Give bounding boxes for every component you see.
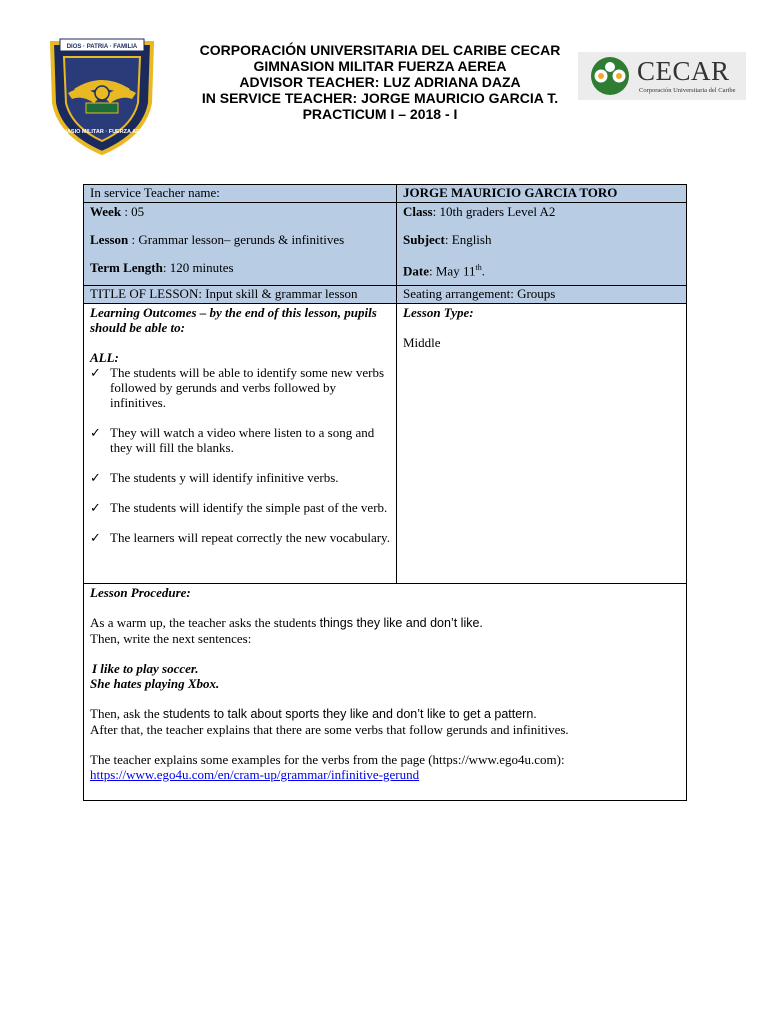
lesson-procedure-cell xyxy=(84,584,687,801)
check-icon: ✓ xyxy=(90,500,101,515)
procedure-pattern: Then, ask the students to talk about sports they like and don’t like to get a pattern. xyxy=(90,706,537,721)
list-item: ✓ The learners will repeat correctly the new vocabulary. xyxy=(90,530,390,545)
date-label: Date xyxy=(403,263,429,279)
procedure-heading: Lesson Procedure: xyxy=(90,585,191,600)
outcomes-heading: Learning Outcomes – by the end of this lesson, pupils should be able to: xyxy=(90,305,377,335)
procedure-row xyxy=(84,584,687,801)
header-institution: CORPORACIÓN UNIVERSITARIA DEL CARIBE CECAR xyxy=(199,42,561,58)
lesson-title: TITLE OF LESSON: Input skill & grammar lesson xyxy=(84,286,397,304)
procedure-warmup: As a warm up, the teacher asks the students things they like and don’t like. xyxy=(90,615,483,630)
cecar-tagline: Corporación Universitaria del Caribe xyxy=(639,87,736,94)
example-sentence-2: She hates playing Xbox. xyxy=(90,676,220,691)
subject-label: Subject xyxy=(403,232,445,247)
class-value: : 10th graders Level A2 xyxy=(432,204,556,219)
document-header xyxy=(180,42,580,122)
learning-outcomes-cell xyxy=(84,304,397,584)
header-school: GIMNASION MILITAR FUERZA AEREA xyxy=(253,58,507,74)
teacher-name-value: JORGE MAURICIO GARCIA TORO xyxy=(397,185,687,203)
procedure-explain: After that, the teacher explains that there are some verbs that follow gerunds and infinitives. xyxy=(90,722,569,737)
shield-banner-text: DIOS · PATRIA · FAMILIA xyxy=(66,44,138,50)
list-item: ✓ They will watch a video where listen to a song and they will fill the blanks. xyxy=(90,425,375,455)
date-end: . xyxy=(481,263,485,279)
school-shield-logo xyxy=(44,33,160,155)
lesson-type-label: Lesson Type: xyxy=(403,305,474,320)
list-item: ✓ The students y will identify infinitive verbs. xyxy=(90,470,339,485)
term-label: Term Length xyxy=(90,260,163,275)
cecar-emblem-icon xyxy=(588,55,632,97)
lesson-info-row xyxy=(84,203,687,286)
cecar-logo xyxy=(578,52,746,100)
check-icon: ✓ xyxy=(90,530,101,545)
title-row xyxy=(84,286,687,304)
date-value: : May 11 xyxy=(429,263,476,279)
subject-value: : English xyxy=(444,232,492,247)
date-suffix: th xyxy=(475,263,482,272)
list-item: ✓ The students will be able to identify some new verbs followed by gerunds and verbs followed by infinitives. xyxy=(90,365,385,410)
all-label: ALL: xyxy=(90,350,119,365)
header-practicum: PRACTICUM I – 2018 - I xyxy=(302,106,458,122)
lesson-info-left xyxy=(84,203,397,286)
lesson-plan-table xyxy=(83,184,687,801)
term-value: : 120 minutes xyxy=(162,260,234,275)
check-icon: ✓ xyxy=(90,365,101,380)
week-label: Week xyxy=(90,204,122,219)
list-item: ✓ The students will identify the simple past of the verb. xyxy=(90,500,388,515)
teacher-name-label: In service Teacher name: xyxy=(84,185,397,203)
lesson-info-right xyxy=(397,203,687,286)
week-value: : 05 xyxy=(121,204,145,219)
shield-ring-text: GIMNASIO MILITAR · FUERZA AEREA xyxy=(52,129,152,135)
lesson-type-cell xyxy=(397,304,687,584)
outcomes-list xyxy=(90,365,390,545)
procedure-examples: The teacher explains some examples for the verbs from the page (https://www.ego4u.com): xyxy=(90,752,565,767)
header-advisor: ADVISOR TEACHER: LUZ ADRIANA DAZA xyxy=(239,74,521,90)
class-label: Class xyxy=(403,204,433,219)
outcomes-row xyxy=(84,304,687,584)
lesson-value: : Grammar lesson– gerunds & infinitives xyxy=(128,232,345,247)
check-icon: ✓ xyxy=(90,425,101,440)
lesson-type-value: Middle xyxy=(403,335,441,350)
ego4u-link[interactable]: https://www.ego4u.com/en/cram-up/grammar/infinitive-gerund xyxy=(90,767,420,782)
lesson-label: Lesson xyxy=(90,232,129,247)
header-teacher: IN SERVICE TEACHER: JORGE MAURICIO GARCIA T. xyxy=(201,90,559,106)
procedure-sentences-intro: Then, write the next sentences: xyxy=(90,631,252,646)
example-sentence-1: I like to play soccer. xyxy=(92,661,199,676)
seating-arrangement: Seating arrangement: Groups xyxy=(397,286,687,304)
check-icon: ✓ xyxy=(90,470,101,485)
teacher-row xyxy=(84,185,687,203)
cecar-wordmark: CECAR xyxy=(637,56,730,86)
